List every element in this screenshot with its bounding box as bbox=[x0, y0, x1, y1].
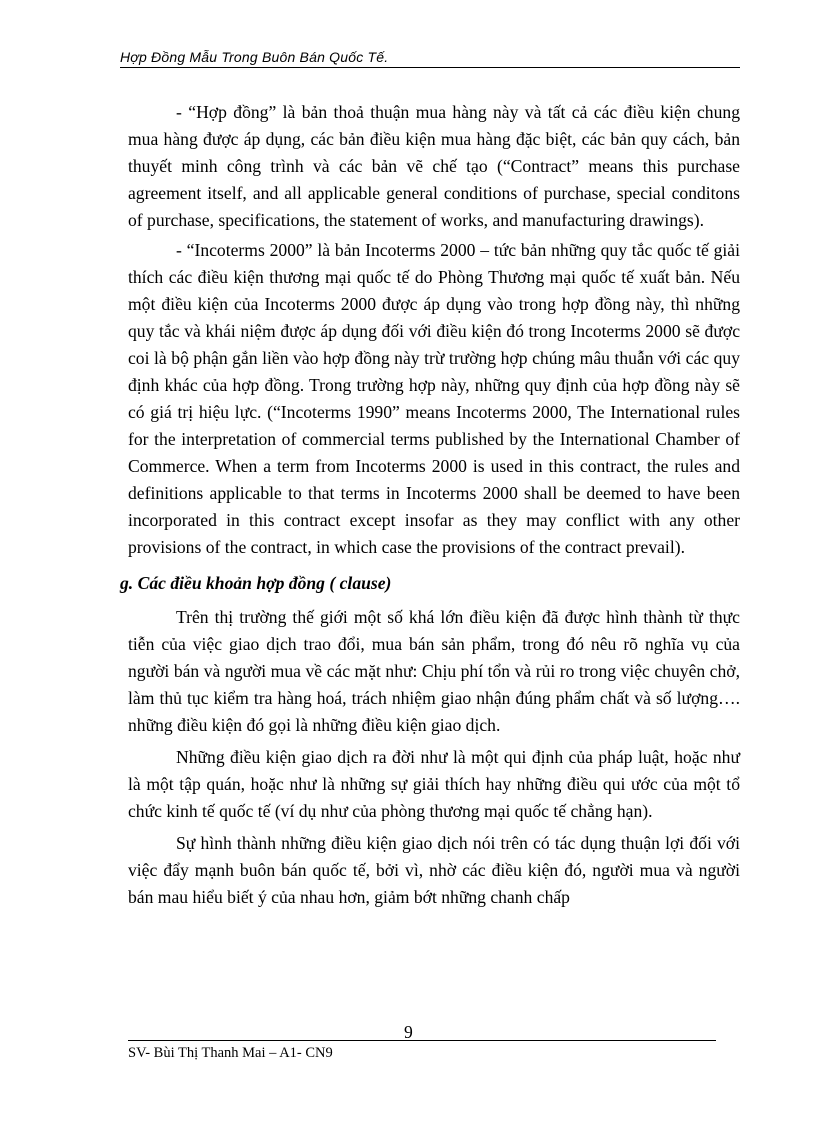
document-body bbox=[120, 99, 740, 916]
footer-divider bbox=[128, 1040, 716, 1041]
definition-paragraph-contract: - “Hợp đồng” là bản thoả thuận mua hàng này và tất cả các điều kiện chung mua hàng được áp dụng, các bản điều kiện mua hàng đặc biệt, các bản quy cách, bản thuyết minh công trình và các bản vẽ chế tạo (“Contract” means this purchase agreement itself, and all applicable general conditions of purchase, special conditons of purchase, specifications, the statement of works, and manufacturing drawings). bbox=[128, 102, 740, 230]
page-header-title: Hợp Đồng Mẫu Trong Buôn Bán Quốc Tế. bbox=[120, 48, 740, 68]
body-paragraph: Sự hình thành những điều kiện giao dịch nói trên có tác dụng thuận lợi đối với việc đẩy mạnh buôn bán quốc tế, bởi vì, nhờ các điều kiện đó, người mua và người bán mau hiểu biết ý của nhau hơn, giảm bớt những chanh chấp bbox=[128, 833, 740, 907]
page-number: 9 bbox=[404, 1022, 413, 1042]
definition-paragraph-incoterms: - “Incoterms 2000” là bản Incoterms 2000 – tức bản những quy tắc quốc tế giải thích các điều kiện thương mại quốc tế do Phòng Thương mại quốc tế xuất bản. Nếu một điều kiện của Incoterms 2000 được áp dụng vào trong hợp đồng này, thì những quy tắc và khái niệm được áp dụng đối với điều kiện đó trong Incoterms 2000 sẽ được coi là bộ phận gắn liền vào hợp đồng này trừ trường hợp chúng mâu thuẫn với các quy định khác của hợp đồng. Trong trường hợp này, những quy định của hợp đồng này sẽ có giá trị hiệu lực. (“Incoterms 1990” means Incoterms 2000, The International rules for the interpretation of commercial terms published by the International Chamber of Commerce. When a term from Incoterms 2000 is used in this contract, the rules and definitions applicable to that terms in Incoterms 2000 shall be deemed to have been incorporated in this contract except insofar as they may conflict with any other provisions of the contract, in which case the provisions of the contract prevail). bbox=[128, 240, 740, 557]
body-paragraph: Những điều kiện giao dịch ra đời như là một qui định của pháp luật, hoặc như là một tập quán, hoặc như là những sự giải thích hay những điều qui ước của một tổ chức kinh tế quốc tế (ví dụ như của phòng thương mại quốc tế chẳng hạn). bbox=[128, 747, 740, 821]
body-paragraph: Trên thị trường thế giới một số khá lớn điều kiện đã được hình thành từ thực tiễn của việc giao dịch trao đổi, mua bán sản phẩm, trong đó nêu rõ nghĩa vụ của người bán và người mua về các mặt như: Chịu phí tổn và rủi ro trong việc chuyên chở, làm thủ tục kiểm tra hàng hoá, trách nhiệm giao nhận đúng phẩm chất và số lượng…. những điều kiện đó gọi là những điều kiện giao dịch. bbox=[128, 607, 740, 735]
section-heading: g. Các điều khoản hợp đồng ( clause) bbox=[120, 573, 392, 593]
footer-author: SV- Bùi Thị Thanh Mai – A1- CN9 bbox=[128, 1045, 333, 1061]
